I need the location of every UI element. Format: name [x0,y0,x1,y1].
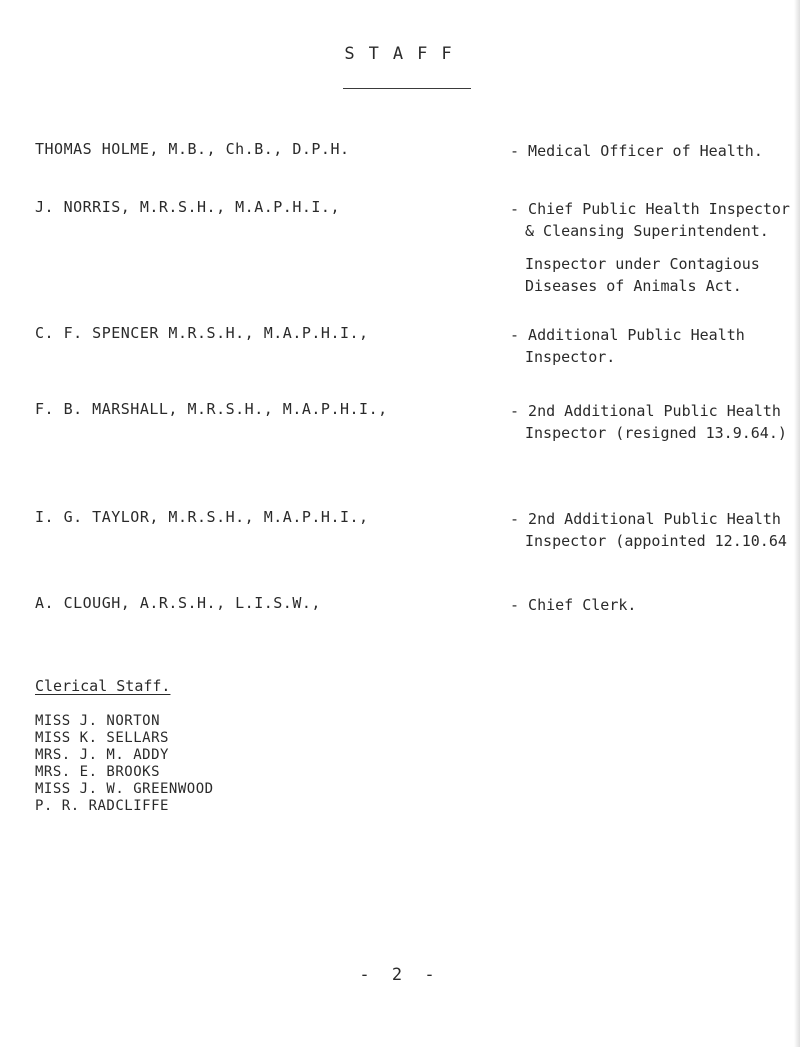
clerical-staff-member: MRS. J. M. ADDY [35,747,169,763]
clerical-staff-member: P. R. RADCLIFFE [35,798,169,814]
clerical-staff-member: MISS J. NORTON [35,713,161,729]
staff-role-line: - 2nd Additional Public Health [510,510,781,528]
staff-role-line: & Cleansing Superintendent. [525,222,769,240]
staff-role-line: - Chief Public Health Inspector [510,200,790,218]
staff-role-line: Inspector. [525,348,616,366]
staff-additional-role-line: Diseases of Animals Act. [525,277,742,295]
staff-name: I. G. TAYLOR, M.R.S.H., M.A.P.H.I., [35,508,369,526]
staff-name: F. B. MARSHALL, M.R.S.H., M.A.P.H.I., [35,400,388,418]
staff-role [510,140,763,162]
clerical-staff-member: MRS. E. BROOKS [35,764,161,780]
staff-name: A. CLOUGH, A.R.S.H., L.I.S.W., [35,594,321,612]
page-number: - 2 - [359,965,441,985]
staff-role-line: - Additional Public Health [510,326,745,344]
clerical-staff-member: MISS J. W. GREENWOOD [35,781,214,797]
staff-role [510,198,790,242]
staff-additional-role-line: Inspector under Contagious [525,255,760,273]
clerical-staff-member: MISS K. SELLARS [35,730,169,746]
staff-role-line: Inspector (appointed 12.10.64 [525,532,787,550]
staff-name: C. F. SPENCER M.R.S.H., M.A.P.H.I., [35,324,369,342]
page-title: STAFF [344,44,466,64]
clerical-staff-heading: Clerical Staff. [35,677,171,695]
staff-role [510,594,636,616]
clerical-staff-list [35,713,214,815]
staff-role [510,508,787,552]
staff-additional-role [525,253,760,297]
staff-role-line: - Chief Clerk. [510,596,637,614]
staff-role-line: Inspector (resigned 13.9.64.) [525,424,787,442]
staff-role-line: - 2nd Additional Public Health [510,402,781,420]
staff-name: THOMAS HOLME, M.B., Ch.B., D.P.H. [35,140,350,158]
title-underline [343,88,471,89]
staff-role-line: - Medical Officer of Health. [510,142,763,160]
staff-role [510,400,787,444]
scan-edge-shadow [794,0,800,1047]
staff-name: J. NORRIS, M.R.S.H., M.A.P.H.I., [35,198,340,216]
staff-role [510,324,745,368]
